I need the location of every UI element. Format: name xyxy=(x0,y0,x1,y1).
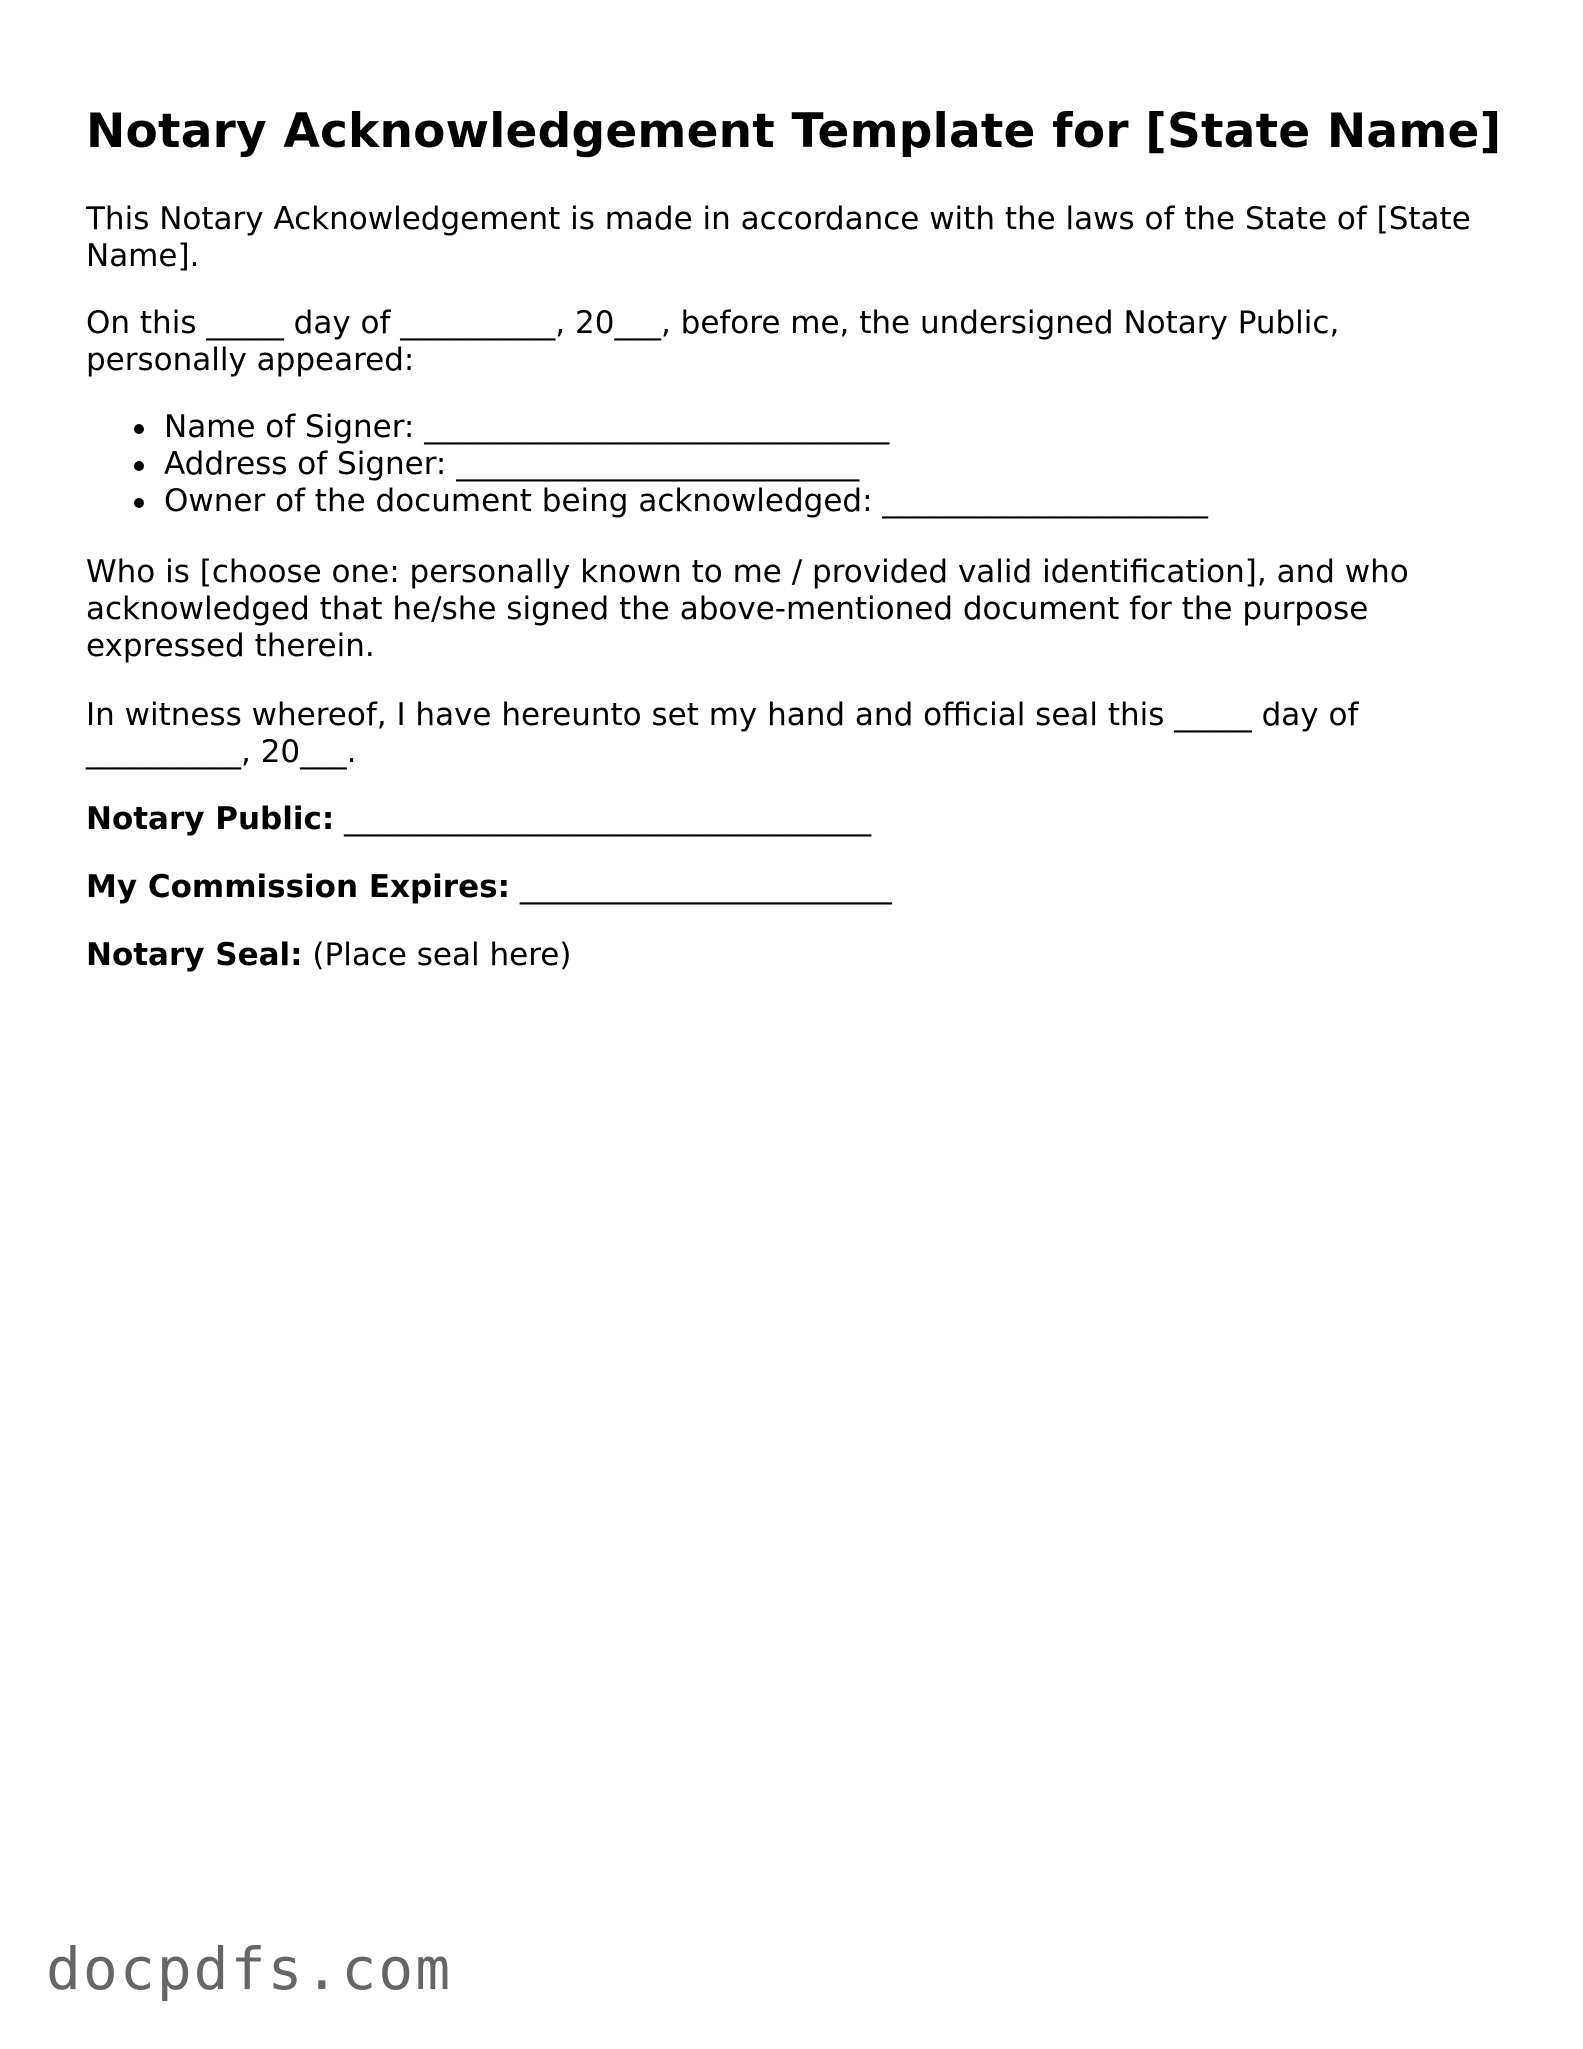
watermark-logo: docpdfs.com xyxy=(46,1935,453,2003)
notary-seal-line xyxy=(86,937,571,974)
list-item xyxy=(164,483,1506,520)
signer-name-field: Name of Signer: ______________________________ xyxy=(164,409,890,445)
notary-seal-label: Notary Seal: xyxy=(86,937,303,973)
notary-public-blank: __________________________________ xyxy=(334,801,872,837)
commission-expires-blank: ________________________ xyxy=(509,869,892,905)
commission-expires-label: My Commission Expires: xyxy=(86,869,510,905)
appeared-paragraph: On this _____ day of __________, 20___, before me, the undersigned Notary Public, personally appeared: xyxy=(86,305,1340,378)
list-item xyxy=(164,446,1506,483)
intro-paragraph: This Notary Acknowledgement is made in accordance with the laws of the State of [State Name]. xyxy=(86,201,1471,274)
signer-address-field: Address of Signer: __________________________ xyxy=(164,446,860,482)
bullet-icon xyxy=(134,424,144,434)
bullet-icon xyxy=(134,498,144,508)
signer-details-list xyxy=(86,409,1506,520)
document-title: Notary Acknowledgement Template for [State Name] xyxy=(86,104,1502,159)
notary-public-label: Notary Public: xyxy=(86,801,335,837)
witness-paragraph: In witness whereof, I have hereunto set my hand and official seal this _____ day of __________, 20___. xyxy=(86,697,1359,770)
list-item xyxy=(164,409,1506,446)
notary-seal-placeholder: (Place seal here) xyxy=(302,937,572,973)
notary-public-line xyxy=(86,801,871,838)
document-owner-field: Owner of the document being acknowledged: _____________________ xyxy=(164,483,1208,519)
identification-paragraph: Who is [choose one: personally known to me / provided valid identification], and who acknowledged that he/she signed the above-mentioned document for the purpose expressed therein. xyxy=(86,554,1409,664)
bullet-icon xyxy=(134,461,144,471)
commission-expires-line xyxy=(86,869,892,906)
